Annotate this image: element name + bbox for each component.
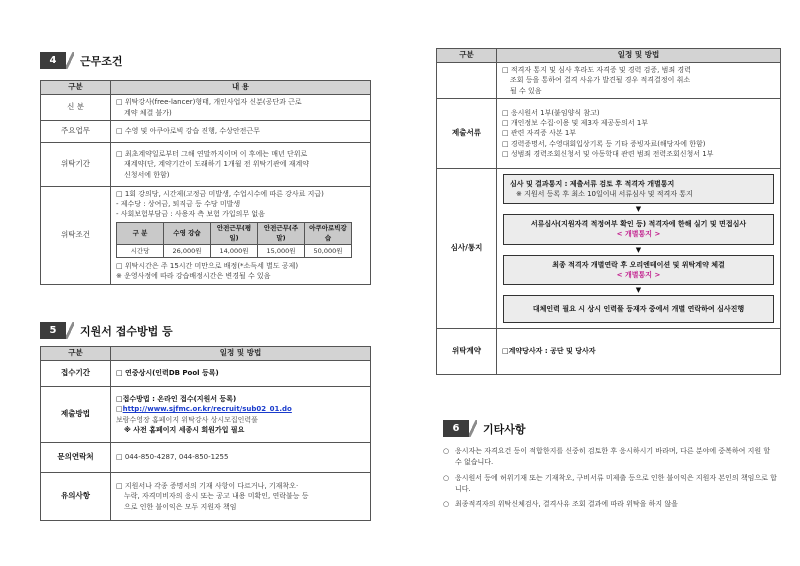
content-line: □ 최초계약일로부터 그해 연말까지이며 이 후에는 매년 단위로 [116,150,308,159]
content-line: ※ 운영사정에 따라 강습배정시간은 변경될 수 있음 [116,272,271,281]
row-label: 접수기간 [41,361,111,387]
fee-header-cell: 구 분 [117,223,164,245]
section-number: 4 [40,52,66,69]
fee-cell: 26,000원 [164,245,211,258]
section-number: 6 [443,420,469,437]
content-line: □접수방법 : 온라인 접수(지원서 등록) [116,395,237,404]
table-row [41,473,371,521]
section-6-header [443,420,526,437]
content-line: 누락, 자격미비자의 응시 또는 공고 내용 미확인, 연락불능 등 [124,492,309,501]
row-label: 위탁계약 [437,328,497,374]
flow-step-2 [503,214,774,244]
fee-cell: 50,000원 [305,245,352,258]
header-label: 구분 [41,81,111,95]
fee-cell: 시간당 [117,245,164,258]
flow-arrow-icon: ▼ [635,285,642,294]
content-line: 될 수 있음 [510,86,542,95]
flow-arrow-icon: ▼ [635,205,642,214]
section-4-header [40,52,123,69]
row-content [111,361,371,387]
review-flow [497,169,781,329]
section-title: 근무조건 [80,54,123,68]
header-label: 구분 [437,49,497,63]
list-item [443,446,778,468]
circle-bullet-icon: ○ [443,473,450,482]
content-line: □ 위탁강사(free-lancer)형태, 개인사업자 신분(공단과 근로 [116,98,302,107]
table-row [41,121,371,143]
flow-step-1 [503,174,774,204]
content-line: □ 위탁시간은 주 15시간 미만으로 배정(*소득세 별도 공제) [116,262,299,271]
section-title: 지원서 접수방법 등 [80,324,173,338]
table-row [437,169,781,329]
fee-table-row [117,245,352,258]
row-content [111,443,371,473]
section-divider [469,420,477,437]
table-row [41,361,371,387]
note-text: 응시원서 등에 허위기재 또는 기재착오, 구비서류 미제출 등으로 인한 불이익은 지원자 본인의 책임으로 합니다. [455,473,777,493]
note-text: 최종적격자의 위탁신체검사, 결격사유 조회 결과에 따라 위탁을 하지 않을 [455,500,678,509]
row-content [111,387,371,443]
flow-step-title: 최종 적격자 개별연락 후 오리엔테이션 및 위탁계약 체결 [552,260,725,269]
content-line: 신청서에 한함) [124,170,170,179]
content-line: ※ 사전 홈페이지 세종시 회원가입 필요 [124,425,245,434]
content-line: □ 1회 강의당, 시간제(고정금 미발생, 수업시수에 따른 강사료 지급) [116,190,324,198]
content-line: - 사회보험부담금 : 사용자 측 보험 가입의무 없음 [116,210,265,219]
fee-header-cell: 안전근무(평일) [211,223,258,245]
section-title: 기타사항 [483,422,526,436]
row-label: 주요업무 [41,121,111,143]
row-label: 유의사항 [41,473,111,521]
flow-step-note: < 개별통지 > [616,230,661,239]
row-content [111,187,371,285]
content-line: - 제수당 : 상여금, 퇴직금 등 수당 미발생 [116,200,241,209]
row-content [111,121,371,143]
content-line: 으로 인한 불이익은 모두 지원자 책임 [124,502,237,511]
header-content: 내 용 [111,81,371,95]
circle-bullet-icon: ○ [443,500,450,509]
schedule-table [436,48,781,375]
row-label: 신 분 [41,95,111,121]
fee-header-cell: 안전근무(주말) [258,223,305,245]
content-line: 조회 등을 통하여 결격 사유가 발견될 경우 적격결정이 취소 [510,76,691,85]
row-content [111,473,371,521]
table-row [437,63,781,99]
flow-step-note: < 개별통지 > [616,270,661,279]
table-row [41,143,371,187]
content-line: □ 관련 자격증 사본 1부 [502,129,577,138]
fee-header-cell: 수영 강습 [164,223,211,245]
row-label: 위탁조건 [41,187,111,285]
row-label [437,63,497,99]
list-item [443,499,778,510]
work-conditions-table [40,80,371,285]
circle-bullet-icon: ○ [443,447,450,455]
table-header-row [41,347,371,361]
content-line [116,404,365,414]
flow-step-4 [503,295,774,323]
notes-list [443,446,778,515]
row-label: 제출서류 [437,99,497,169]
table-row [41,187,371,285]
table-header-row [437,49,781,63]
section-divider [66,52,74,69]
recruit-link[interactable]: http://www.sjfmc.or.kr/recruit/sub02_01.do [122,405,292,414]
table-header-row [41,81,371,95]
header-label: 구분 [41,347,111,361]
content-line: 보람수영장 홈페이지 위탁강사 상시모집인력풀 [116,415,258,424]
flow-step-title: 서류심사(지원자격 적정여부 확인 등) 적격자에 한해 실기 및 면접심사 [530,220,747,229]
list-item [443,473,778,495]
row-label: 문의연락처 [41,443,111,473]
header-content: 일정 및 방법 [497,49,781,63]
content-line: □ 응시원서 1부(붙임양식 참고) [502,109,600,118]
row-label: 심사/통지 [437,169,497,329]
row-content [497,328,781,374]
row-content [111,143,371,187]
row-content [497,99,781,169]
table-row [437,328,781,374]
application-table [40,346,371,521]
content-line: □ 적격자 통지 및 심사 후라도 자격증 및 경력 검증, 범죄 경력 [502,66,691,75]
content-line: □ 지원서나 각종 증명서의 기재 사항이 다르거나, 기재착오· [116,482,299,491]
header-content: 일정 및 방법 [111,347,371,361]
content-line: □ 044-850-4287, 044-850-1255 [116,453,229,462]
table-row [437,99,781,169]
row-label: 위탁기간 [41,143,111,187]
content-line: 재계약(단, 계약기간이 도래하기 1개월 전 위탁기관에 재계약 [124,160,310,169]
fee-cell: 15,000원 [258,245,305,258]
content-line: □계약당사자 : 공단 및 당사자 [502,347,596,356]
flow-arrow-icon: ▼ [635,245,642,254]
table-row [41,387,371,443]
table-row [41,95,371,121]
section-5-header [40,322,173,339]
fee-table-header [117,223,352,245]
content-line: □ 개인정보 수집·이용 및 제3자 제공동의서 1부 [502,119,649,128]
note-text: 응시자는 자격요건 등이 적합한지를 신중히 검토한 후 응시하시기 바라며, 다른 분야에 중복하여 지원 할 수 없습니다. [455,447,771,466]
fee-table [116,222,352,258]
flow-step-note: ※ 지원서 등록 후 최소 10일이내 서류심사 및 적격자 통지 [516,190,693,199]
flow-step-title: 대체인력 필요 시 상시 인력풀 등재자 중에서 개별 연락하여 심사진행 [532,304,745,313]
flow-step-title: 심사 및 결과통지 : 제출서류 검토 후 적격자 개별통지 [510,180,675,188]
row-content [497,63,781,99]
fee-cell: 14,000원 [211,245,258,258]
section-number: 5 [40,322,66,339]
table-row [41,443,371,473]
content-line: 계약 체결 불가) [124,108,172,117]
content-line: □ 경력증명서, 수영대회입상기록 등 기타 증빙자료(해당자에 한함) [502,139,706,148]
row-label: 제출방법 [41,387,111,443]
content-line: □ 수영 및 아쿠아로빅 강습 진행, 수상안전근무 [116,127,260,136]
bullet: □ [116,405,123,414]
content-line: □ 성범죄 경력조회신청서 및 아동학대 관련 범죄 전력조회신청서 1부 [502,149,714,158]
content-line: □ 연중상시(인력DB Pool 등록) [116,369,219,378]
fee-header-cell: 아쿠아로빅강습 [305,223,352,245]
section-divider [66,322,74,339]
row-content [111,95,371,121]
flow-step-3 [503,255,774,285]
